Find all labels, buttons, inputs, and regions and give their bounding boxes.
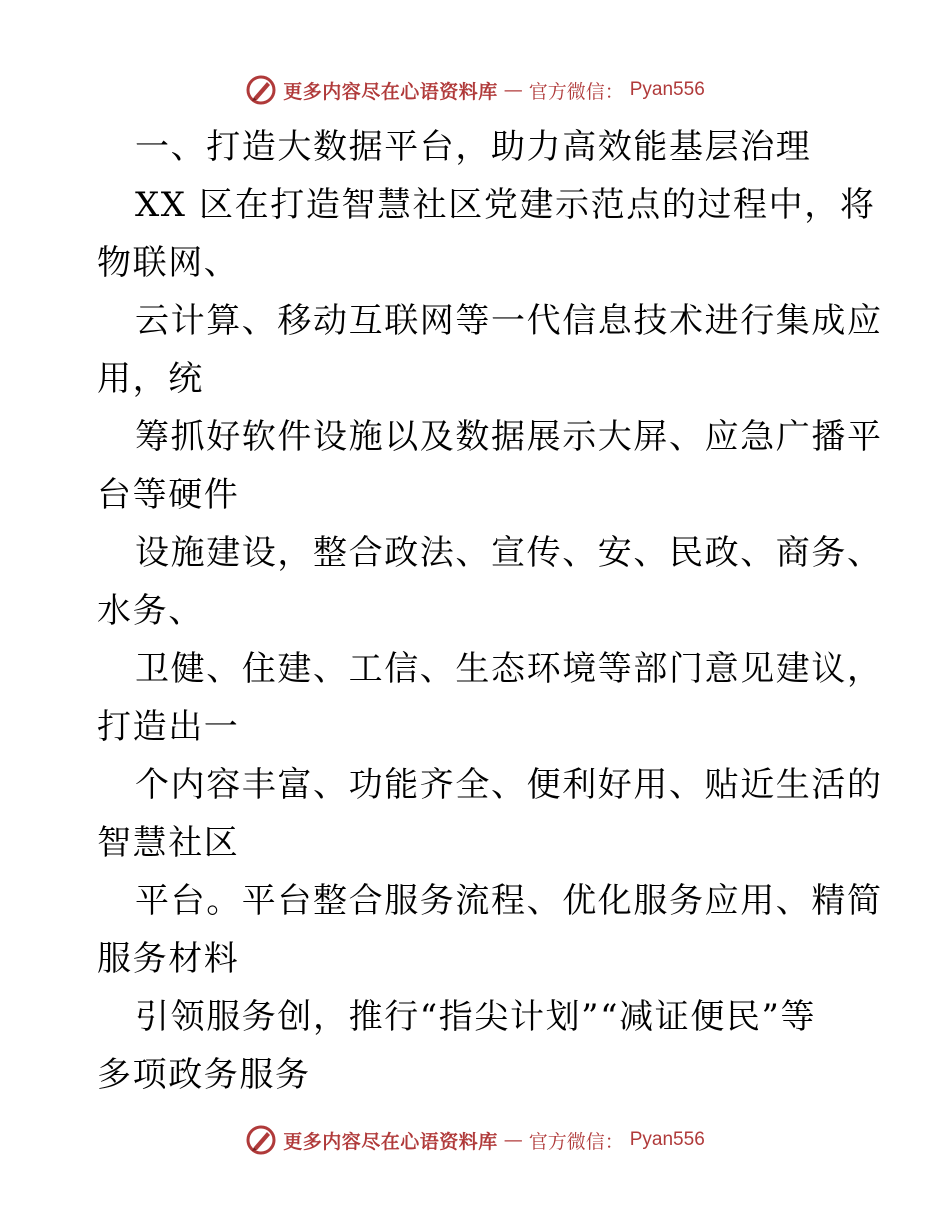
text-line: 多项政务服务	[97, 1055, 311, 1095]
text-line: 云计算、移动互联网等一代信息技术进行集成应	[135, 301, 883, 341]
text-line: 个内容丰富、功能齐全、便利好用、贴近生活的	[135, 765, 883, 805]
section-heading: 一、打造大数据平台，助力高效能基层治理	[135, 127, 812, 167]
watermark-wechat-id: Pyan556	[629, 79, 705, 100]
watermark-wechat-label: 官方微信：	[528, 80, 624, 103]
watermark-dash: —	[503, 79, 523, 101]
header-watermark	[0, 70, 950, 110]
watermark-brand: 更多内容尽在心语资料库	[283, 80, 498, 103]
text-line: 卫健、住建、工信、生态环境等部门意见建议，	[135, 649, 883, 689]
text-line: 智慧社区	[97, 823, 240, 863]
text-line: 服务材料	[97, 939, 240, 979]
document-body	[97, 118, 883, 1104]
footer-watermark	[0, 1120, 950, 1160]
watermark-brand: 更多内容尽在心语资料库	[283, 1130, 498, 1153]
text-line: 筹抓好软件设施以及数据展示大屏、应急广播平	[135, 417, 883, 457]
pen-logo-icon	[245, 1124, 277, 1156]
watermark-wechat-label: 官方微信：	[528, 1130, 624, 1153]
text-line: 物联网、	[97, 243, 240, 283]
watermark-dash: —	[503, 1129, 523, 1151]
text-line: 平台。平台整合服务流程、优化服务应用、精简	[135, 881, 883, 921]
watermark-wechat-id: Pyan556	[629, 1129, 705, 1150]
pen-logo-icon	[245, 74, 277, 106]
text-line: 水务、	[97, 591, 204, 631]
text-line: 设施建设，整合政法、宣传、安、民政、商务、	[135, 533, 883, 573]
text-line: 引领服务创，推行“指尖计划”“减证便民”等	[135, 997, 817, 1037]
text-line: 用，统	[97, 359, 204, 399]
text-line: 台等硬件	[97, 475, 240, 515]
text-line: XX 区在打造智慧社区党建示范点的过程中，将	[135, 185, 876, 225]
text-line: 打造出一	[97, 707, 240, 747]
